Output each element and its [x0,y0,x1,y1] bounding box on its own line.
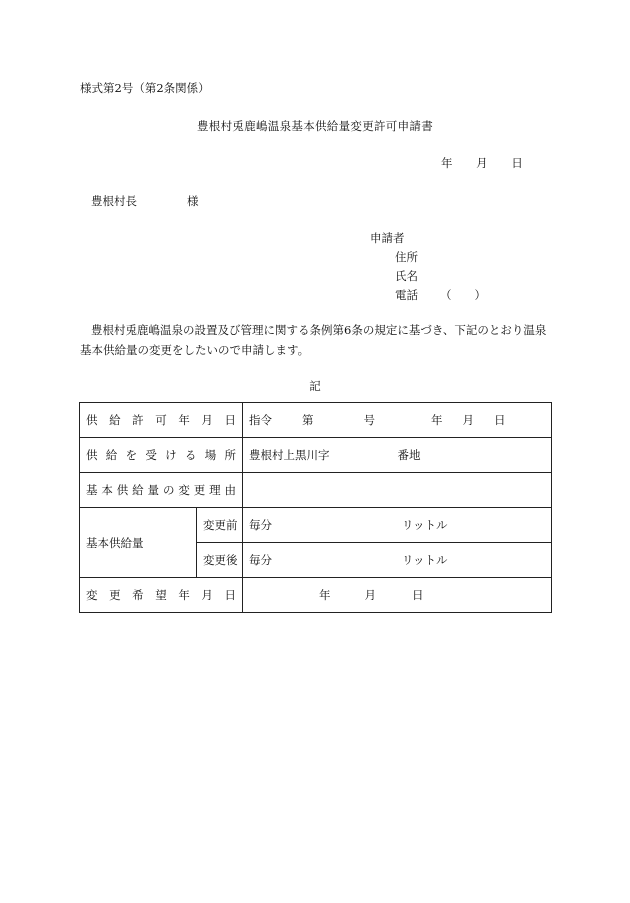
after-per-minute: 毎分 [249,553,272,567]
label-supply-permit-date: 供給許可年月日 [80,403,243,438]
label-change-reason: 基本供給量の変更理由 [80,473,243,508]
desired-month: 月 [364,588,376,602]
place-banchi: 番地 [397,448,421,462]
ki-heading: 記 [309,379,321,393]
row-basic-supply-before [80,508,552,543]
label-basic-supply: 基本供給量 [80,508,197,578]
applicant-phone-line [395,287,486,303]
value-desired-change-date [243,578,552,613]
permit-year: 年 [431,413,443,427]
row-supply-place [80,438,552,473]
addressee-honorific: 様 [187,194,199,208]
row-change-reason [80,473,552,508]
permit-shirei: 指令 [249,413,272,427]
value-change-reason [243,473,552,508]
row-desired-change-date [80,578,552,613]
form-number: 様式第2号（第2条関係） [80,81,210,95]
applicant-address-label: 住所 [395,250,418,264]
permit-day: 日 [494,413,506,427]
label-supply-place: 供給を受ける場所 [80,438,243,473]
row-supply-permit-date [80,403,552,438]
document-title: 豊根村兎鹿嶋温泉基本供給量変更許可申請書 [197,119,433,133]
body-text: 豊根村兎鹿嶋温泉の設置及び管理に関する条例第6条の規定に基づき、下記のとおり温泉基本供給量の変更をしたいので申請します。 [80,323,547,357]
before-per-minute: 毎分 [249,518,272,532]
value-supply-permit-date [243,403,552,438]
date-day-label: 日 [511,156,523,170]
permit-go: 号 [363,413,375,427]
label-before-change: 変更前 [197,508,243,543]
applicant-phone-parens: （ ） [440,288,486,302]
applicant-phone-label: 電話 [395,288,418,302]
value-supply-place [243,438,552,473]
applicant-label: 申請者 [370,231,405,245]
addressee [91,193,199,209]
after-unit: リットル [402,553,448,567]
desired-year: 年 [319,588,331,602]
value-before-change [243,508,552,543]
label-after-change: 変更後 [197,543,243,578]
applicant-name-label: 氏名 [395,269,418,283]
date-year-label: 年 [441,156,453,170]
place-prefix: 豊根村上黒川字 [249,448,330,462]
details-table [79,402,552,613]
date-line [441,155,523,171]
permit-month: 月 [462,413,474,427]
permit-dai: 第 [302,413,314,427]
desired-day: 日 [412,588,424,602]
addressee-name: 豊根村長 [91,194,137,208]
date-month-label: 月 [476,156,488,170]
value-after-change [243,543,552,578]
label-desired-change-date: 変更希望年月日 [80,578,243,613]
before-unit: リットル [402,518,448,532]
